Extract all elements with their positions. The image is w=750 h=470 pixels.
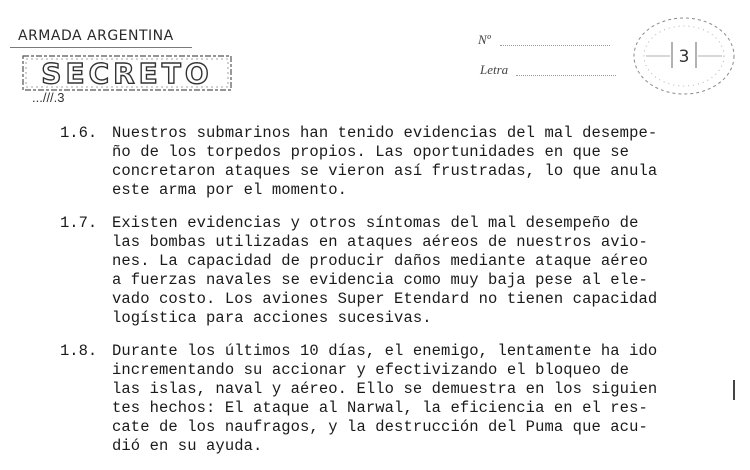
numero-line [500,45,610,46]
paragraph-1-6 [60,124,728,200]
stamp-text: SECRETO [41,57,213,90]
header-divider [10,47,192,48]
margin-mark [733,380,735,400]
paragraph-1-7 [60,214,728,328]
letra-line [516,75,616,76]
letra-label: Letra [480,62,509,77]
paragraph-number: 1.8. [60,342,98,360]
secret-stamp [22,55,232,91]
page-reference: ...///.3 [32,90,65,105]
numbered-paragraphs [60,124,728,470]
paragraph-text: Existen evidencias y otros síntomas del mal desempeño de las bombas utilizadas en ataques aéreos de nuestros avio- nes. La capacidad de producir daños mediante ataque aéreo a fuerzas navales se evidencia como muy baja pese al ele- vado costo. Los aviones Super Etendard no tienen capacidad logística para acciones sucesivas. [112,214,658,327]
page-number-seal [628,12,738,98]
paragraph-text: Durante los últimos 10 días, el enemigo, lentamente ha ido incrementando su accionar y efectivizando el bloqueo de las islas, naval y aéreo. Ello se demuestra en los siguien tes hechos: El ataque al Narwal, la eficiencia en el res- cate de los naufragos, y la destrucción del Puma que acu- dió en su ayuda. [112,342,658,455]
organization-name: ARMADA ARGENTINA [18,28,174,44]
paragraph-number: 1.6. [60,124,98,142]
paragraph-text: Nuestros submarinos han tenido evidencias del mal desempe- ño de los torpedos propios. Las oportunidades en que se concretaron ataques se vieron así frustradas, lo que anula este arma por el momento. [112,124,658,199]
paragraph-1-8 [60,342,728,456]
page-number: 3 [678,47,690,67]
numero-label: Nº [478,32,491,47]
paragraph-number: 1.7. [60,214,98,232]
